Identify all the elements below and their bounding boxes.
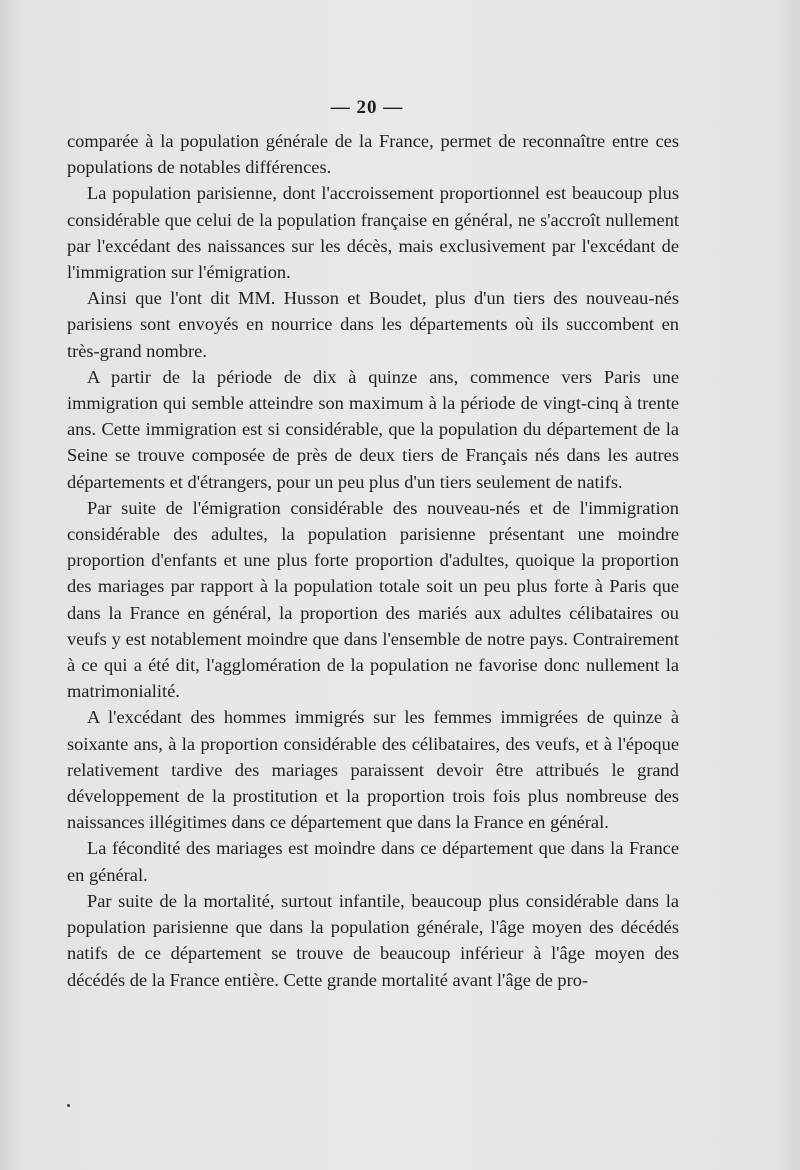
paragraph: Par suite de la mortalité, surtout infantile, beaucoup plus considérable dans la population parisienne que dans la population générale, l'âge moyen des décédés natifs de ce département se trouve de beaucoup inférieur à l'âge moyen des décédés de la France entière. Cette grande mortalité avant l'âge de pro- [67,890,679,990]
paragraph: La fécondité des mariages est moindre dans ce département que dans la France en général. [67,838,679,885]
paragraph-continued: comparée à la population générale de la France, permet de reconnaître entre ces populations de notables différences. [67,131,679,178]
paragraph: La population parisienne, dont l'accroissement proportionnel est beaucoup plus considérable que celui de la population française en général, ne s'accroît nullement par l'excédant des naissances sur les décès, mais exclusivement par l'excédant de l'immigration sur l'émigration. [67,183,679,283]
paragraph: Ainsi que l'ont dit MM. Husson et Boudet, plus d'un tiers des nouveau-nés parisiens sont envoyés en nourrice dans les départements où ils succombent en très-grand nombre. [67,288,679,361]
page-number: — 20 — [330,97,404,118]
paragraph: A partir de la période de dix à quinze ans, commence vers Paris une immigration qui semble atteindre son maximum à la période de vingt-cinq à trente ans. Cette immigration est si considérable, que la population du département de la Seine se trouve composée de près de deux tiers de Français nés dans les autres départements et d'étrangers, pour un peu plus d'un tiers seulement de natifs. [67,366,679,492]
ink-speck [67,1104,70,1107]
paragraph: Par suite de l'émigration considérable des nouveau-nés et de l'immigration considérable des adultes, la population parisienne présentant une moindre proportion d'enfants et une plus forte proportion d'adultes, quoique la proportion des mariages par rapport à la population totale soit un peu plus forte à Paris que dans la France en général, la proportion des mariés aux adultes célibataires ou veufs y est notablement moindre que dans l'ensemble de notre pays. Contrairement à ce qui a été dit, l'agglomération de la population ne favorise donc nullement la matrimonialité. [67,497,679,702]
paragraph: A l'excédant des hommes immigrés sur les femmes immigrées de quinze à soixante ans, à la proportion considérable des célibataires, des veufs, et à l'époque relativement tardive des mariages paraissent devoir être attribués le grand développement de la prostitution et la proportion trois fois plus nombreuse des naissances illégitimes dans ce département que dans la France en général. [67,707,679,833]
body-text [67,128,679,993]
